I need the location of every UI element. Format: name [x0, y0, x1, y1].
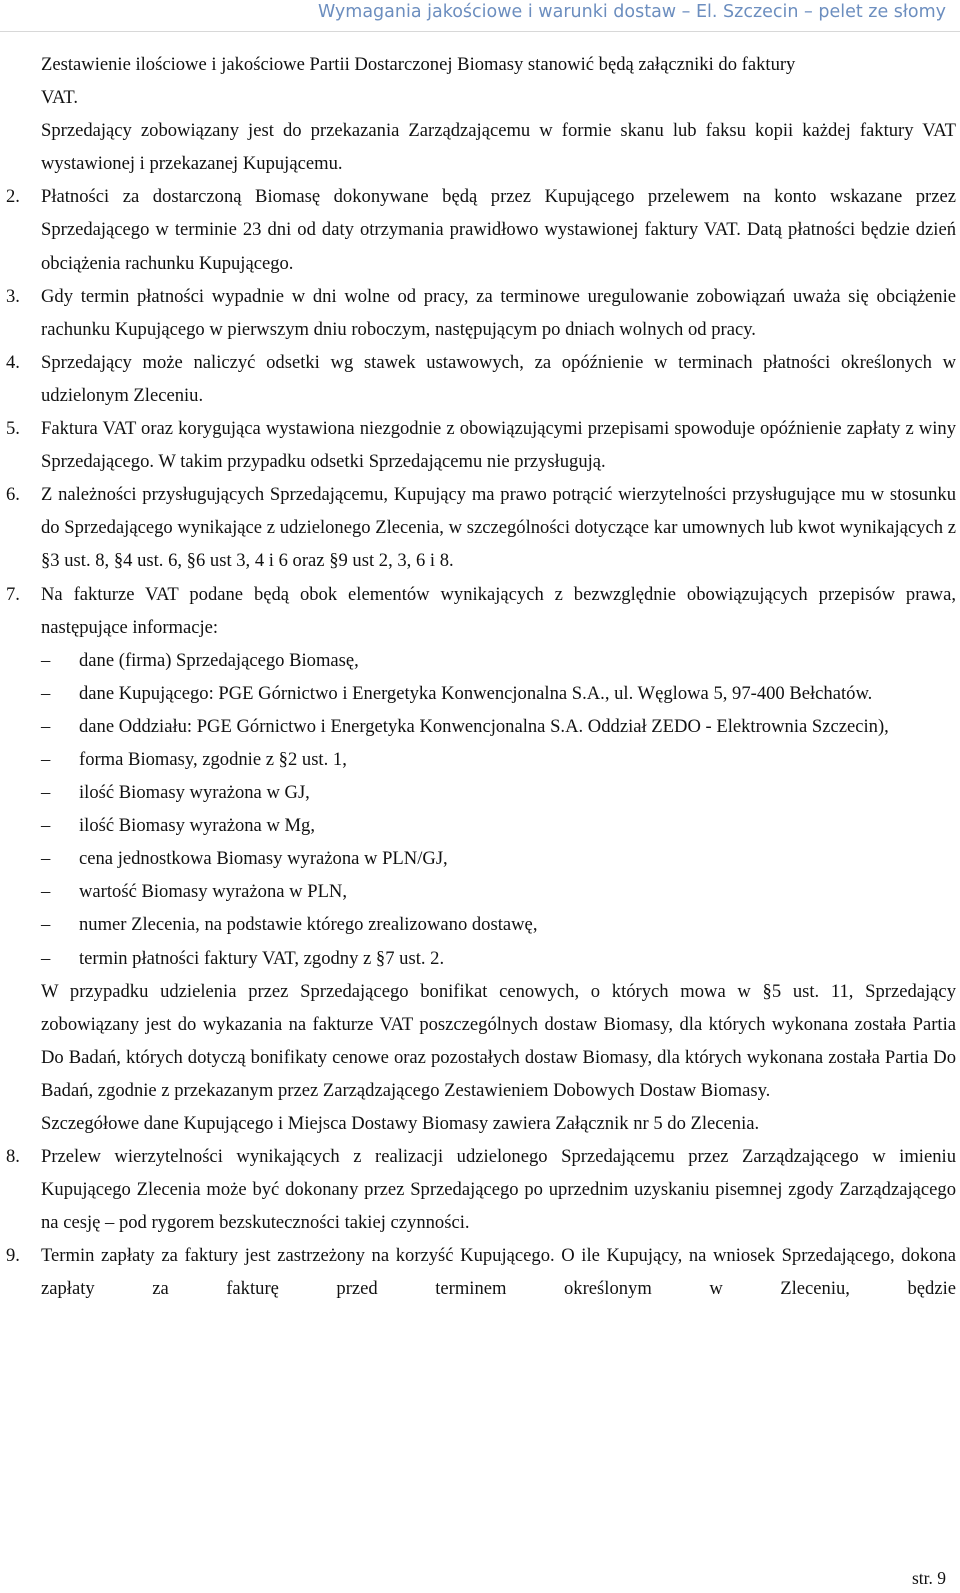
dash-bullet: –	[41, 848, 51, 870]
item-text: Z należności przysługujących Sprzedającemu, Kupujący ma prawo potrącić wierzytelności przysługujące mu w stosunku do Sprzedającego wynikające z udzielonego Zlecenia, w szczególności dotyczące kar umownych lub kwot wynikających z §3 ust. 8, §4 ust. 6, §6 ust 3, 4 i 6 oraz §9 ust 2, 3, 6 i 8.	[41, 484, 956, 572]
dash-bullet: –	[41, 914, 51, 936]
invoice-field-text: dane (firma) Sprzedającego Biomasę,	[79, 649, 359, 671]
invoice-field-seller	[41, 644, 956, 677]
invoice-field-value	[41, 875, 956, 908]
list-item-5	[6, 412, 956, 478]
list-item-4	[6, 346, 956, 412]
item-text: Termin zapłaty za faktury jest zastrzeżony na korzyść Kupującego. O ile Kupujący, na wniosek Sprzedającego, dokona zapłaty za fakturę przed terminem określonym w Zleceniu, będzie	[41, 1245, 956, 1300]
page-number: str. 9	[911, 1568, 946, 1588]
invoice-field-text: dane Oddziału: PGE Górnictwo i Energetyka Konwencjonalna S.A. Oddział ZEDO - Elektrownia Szczecin),	[79, 715, 889, 737]
invoice-field-text: termin płatności faktury VAT, zgodny z §7 ust. 2.	[79, 947, 445, 969]
item-number: 3.	[6, 285, 20, 307]
list-item-6	[6, 478, 956, 577]
invoice-field-text: numer Zlecenia, na podstawie którego zrealizowano dostawę,	[79, 914, 538, 936]
invoice-field-payment-term	[41, 942, 956, 975]
intro-paragraph-1	[41, 48, 956, 114]
invoice-field-quantity-mg	[41, 809, 956, 842]
dash-bullet: –	[41, 947, 51, 969]
dash-bullet: –	[41, 782, 51, 804]
item-text: Faktura VAT oraz korygująca wystawiona niezgodnie z obowiązującymi przepisami spowoduje opóźnienie zapłaty z winy Sprzedającego. W takim przypadku odsetki Sprzedającemu nie przysługują.	[41, 418, 956, 473]
running-header: Wymagania jakościowe i warunki dostaw – El. Szczecin – pelet ze słomy	[317, 2, 946, 22]
intro-paragraph-2: Sprzedający zobowiązany jest do przekazania Zarządzającemu w formie skanu lub faksu kopii każdej faktury VAT wystawionej i przekazanej Kupującemu.	[41, 120, 956, 175]
dash-bullet: –	[41, 815, 51, 837]
item-number: 8.	[6, 1146, 20, 1168]
item-number: 4.	[6, 351, 20, 373]
invoice-field-text: ilość Biomasy wyrażona w GJ,	[79, 782, 310, 804]
dash-bullet: –	[41, 748, 51, 770]
item-text: Na fakturze VAT podane będą obok elementów wynikających z bezwzględnie obowiązujących przepisów prawa, następujące informacje:	[41, 583, 956, 638]
dash-bullet: –	[41, 715, 51, 737]
header-rule	[0, 31, 960, 32]
invoice-field-order-number	[41, 908, 956, 941]
item-number: 2.	[6, 186, 20, 208]
item-text: Gdy termin płatności wypadnie w dni wolne od pracy, za terminowe uregulowanie zobowiązań uważa się obciążenie rachunku Kupującego w pierwszym dniu roboczym, następującym po dniach wolnych od pracy.	[41, 285, 956, 340]
intro-line-2: VAT.	[41, 87, 79, 109]
invoice-field-buyer	[41, 677, 956, 710]
item-text: Płatności za dostarczoną Biomasę dokonywane będą przez Kupującego przelewem na konto wskazane przez Sprzedającego w terminie 23 dni od daty otrzymania prawidłowo wystawionej faktury VAT. Datą płatności będzie dzień obciążenia rachunku Kupującego.	[41, 186, 956, 274]
item-text: Przelew wierzytelności wynikających z realizacji udzielonego Sprzedającemu przez Zarządzającego w imieniu Kupującego Zlecenia może być dokonany przez Sprzedającego po uprzednim uzyskaniu pisemnej zgody Zarządzającego na cesję – pod rygorem bezskuteczności takiej czynności.	[41, 1146, 956, 1234]
list-item-2	[6, 180, 956, 279]
details-paragraph: Szczegółowe dane Kupującego i Miejsca Dostawy Biomasy zawiera Załącznik nr 5 do Zlecenia.	[41, 1113, 760, 1134]
discount-paragraph: W przypadku udzielenia przez Sprzedającego bonifikat cenowych, o których mowa w §5 ust. 11, Sprzedający zobowiązany jest do wykazania na fakturze VAT poszczególnych dostaw Biomasy, dla których wykonana została Partia Do Badań, których dotyczą bonifikaty cenowe oraz pozostałych dostaw Biomasy, dla których wykonana została Partia Do Badań, zgodnie z przekazanym przez Zarządzającego Zestawieniem Dobowych Dostaw Biomasy.	[41, 980, 956, 1101]
dash-bullet: –	[41, 682, 51, 704]
list-item-8	[6, 1140, 956, 1239]
dash-bullet: –	[41, 649, 51, 671]
invoice-field-branch	[41, 710, 956, 743]
item-number: 7.	[6, 583, 20, 605]
invoice-field-text: wartość Biomasy wyrażona w PLN,	[79, 881, 348, 903]
dash-bullet: –	[41, 881, 51, 903]
intro-line-1: Zestawienie ilościowe i jakościowe Partii Dostarczonej Biomasy stanowić będą załączniki do faktury	[41, 54, 796, 75]
invoice-field-text: dane Kupującego: PGE Górnictwo i Energetyka Konwencjonalna S.A., ul. Węglowa 5, 97-400 Bełchatów.	[79, 682, 873, 704]
list-item-7	[6, 578, 956, 1141]
invoice-field-biomass-form	[41, 743, 956, 776]
item-number: 9.	[6, 1245, 20, 1267]
list-item-3	[6, 280, 956, 346]
list-item-9	[6, 1239, 956, 1305]
invoice-field-text: ilość Biomasy wyrażona w Mg,	[79, 815, 315, 837]
invoice-field-unit-price	[41, 842, 956, 875]
item-number: 5.	[6, 418, 20, 440]
document-body	[6, 48, 956, 1306]
invoice-field-quantity-gj	[41, 776, 956, 809]
invoice-field-text: forma Biomasy, zgodnie z §2 ust. 1,	[79, 748, 347, 770]
item-text: Sprzedający może naliczyć odsetki wg stawek ustawowych, za opóźnienie w terminach płatności określonych w udzielonym Zleceniu.	[41, 351, 956, 406]
invoice-field-text: cena jednostkowa Biomasy wyrażona w PLN/GJ,	[79, 848, 448, 870]
item-number: 6.	[6, 484, 20, 506]
